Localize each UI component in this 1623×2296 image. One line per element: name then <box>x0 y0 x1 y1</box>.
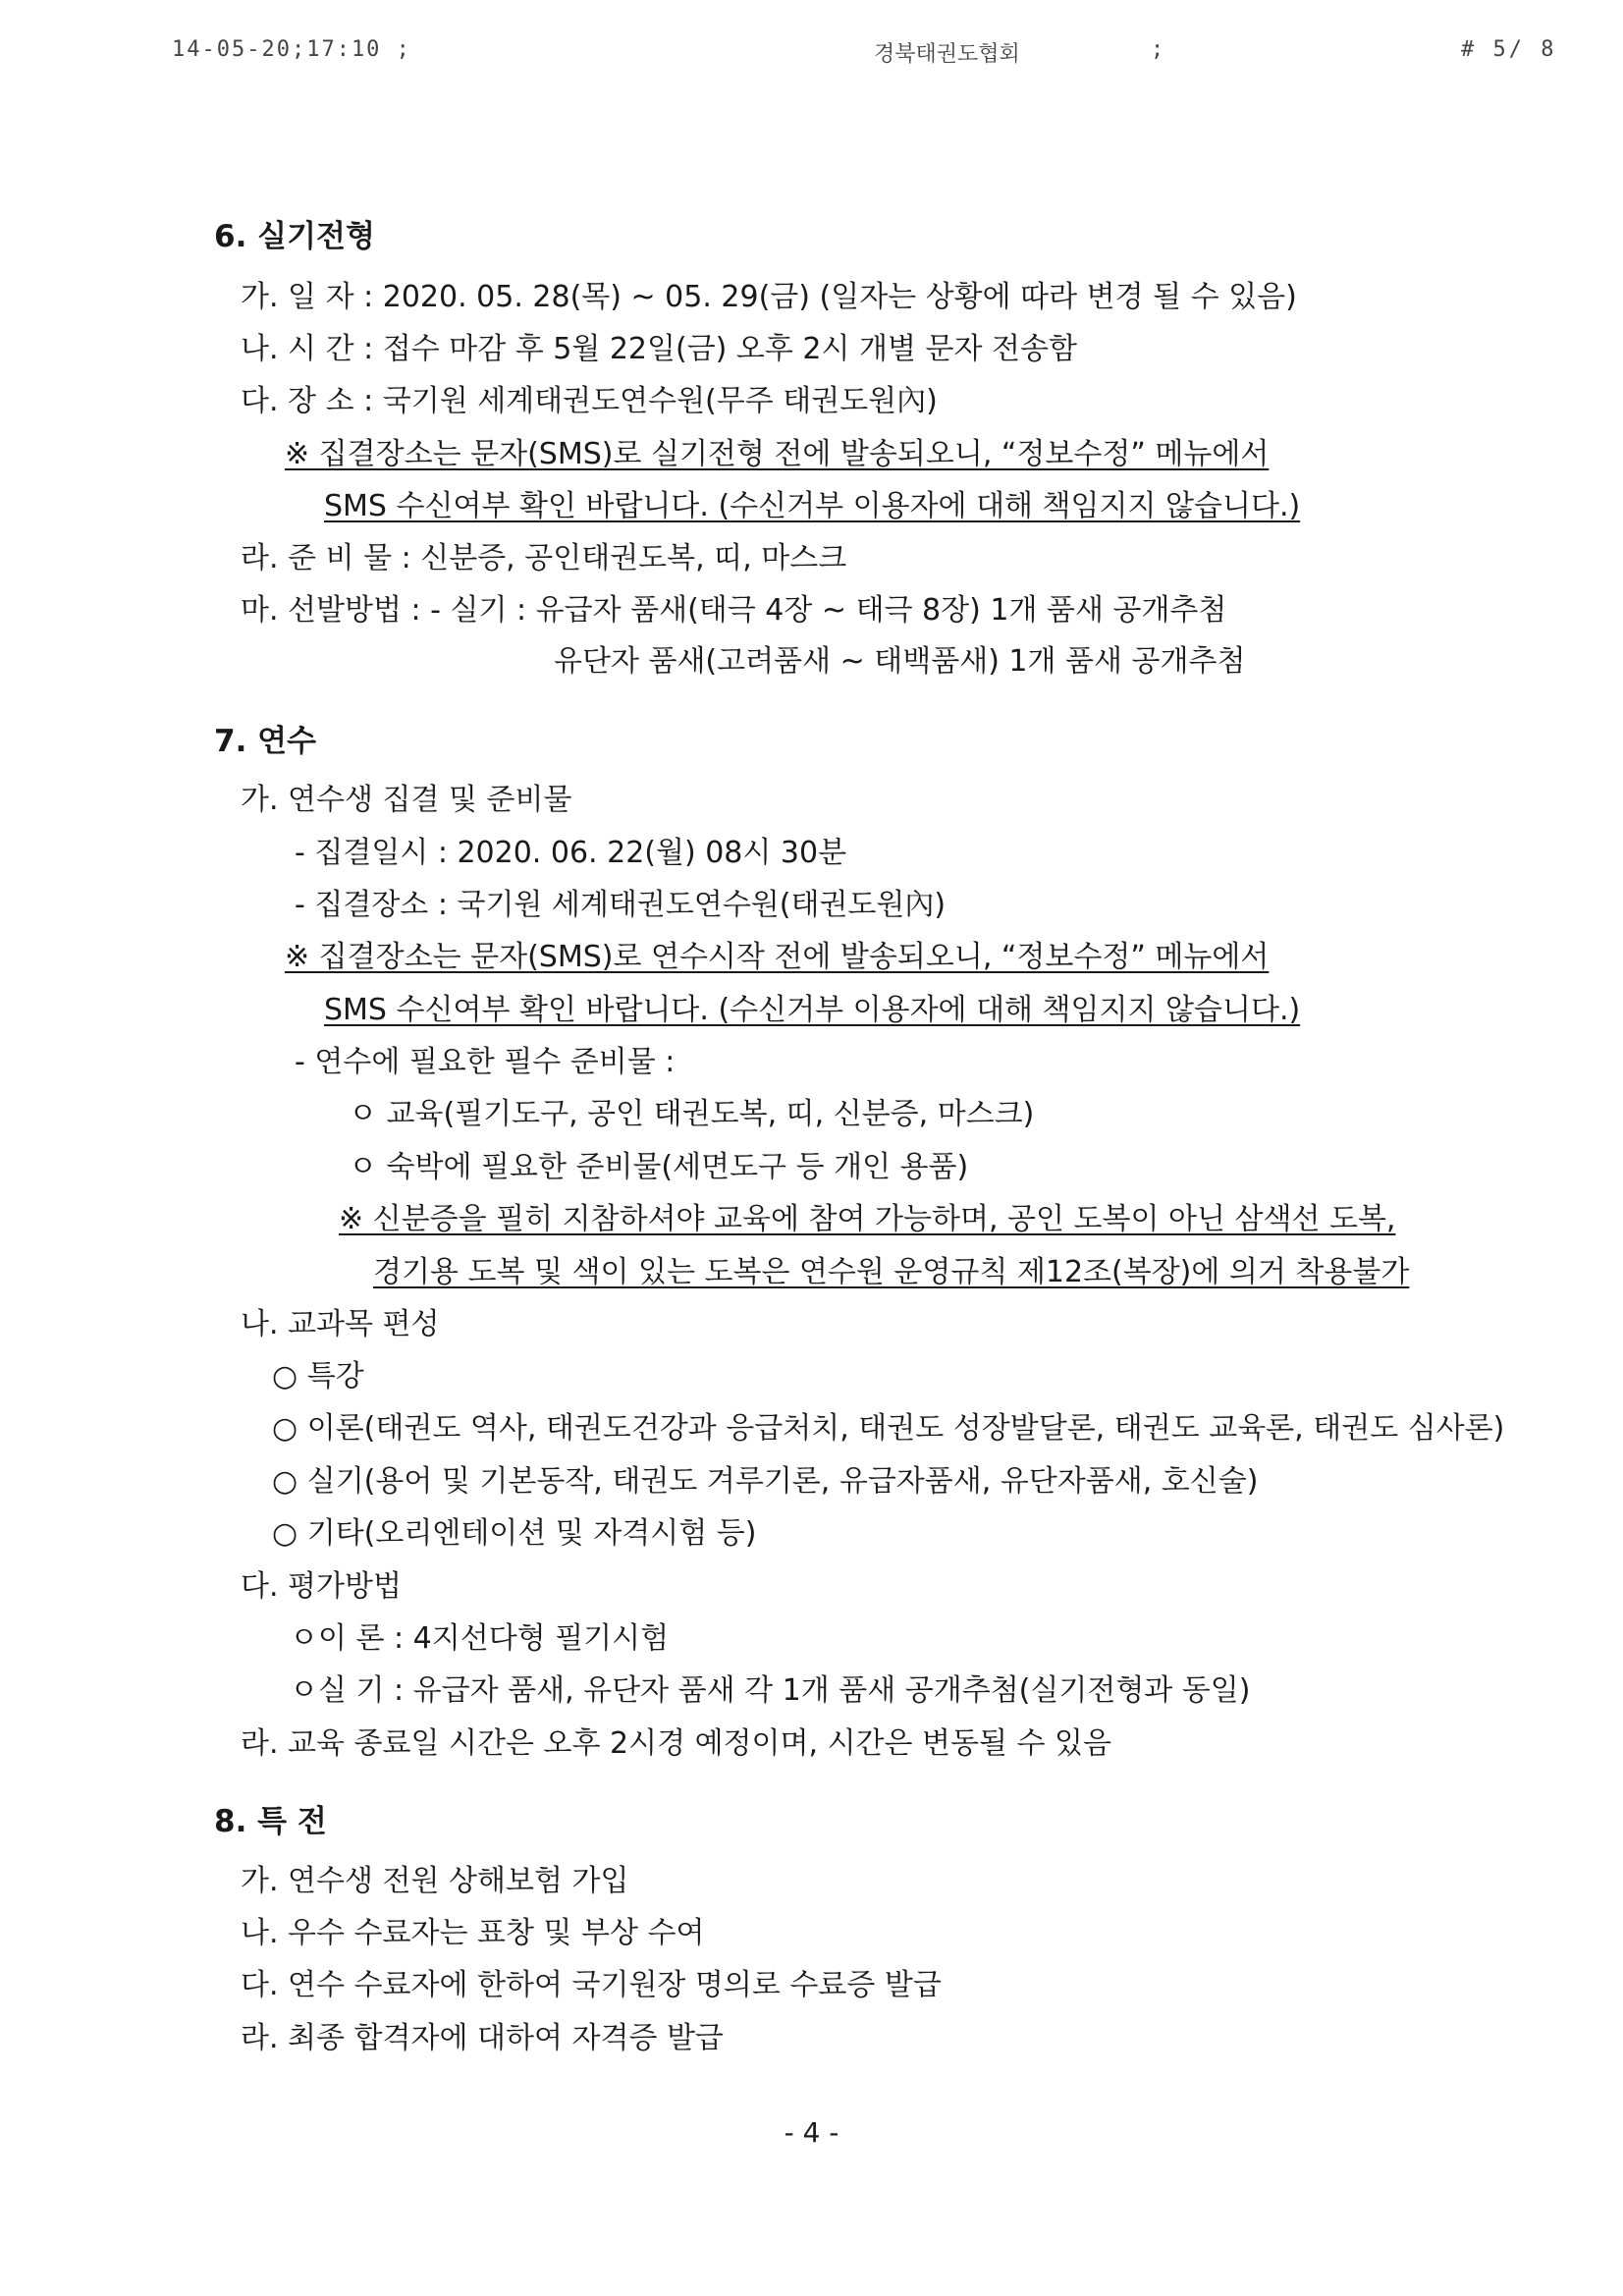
s7-da: 다. 평가방법 <box>241 1569 402 1604</box>
s6-place: 다. 장 소 : 국기원 세계태권도연수원(무주 태권도원內) <box>241 384 938 418</box>
s7-na: 나. 교과목 편성 <box>241 1307 440 1341</box>
fax-datetime: 14-05-20;17:10 ; <box>172 37 411 62</box>
s8-na: 나. 우수 수료자는 표창 및 부상 수여 <box>241 1916 705 1950</box>
page-number: - 4 - <box>784 2116 839 2149</box>
s8-da: 다. 연수 수료자에 한하여 국기원장 명의로 수료증 발급 <box>241 1968 942 2002</box>
s7-eval-practice: ㅇ실 기 : 유급자 품새, 유단자 품새 각 1개 품새 공개추첨(실기전형과 동일) <box>290 1673 1251 1708</box>
fax-page: # 5/ 8 <box>1461 37 1557 62</box>
s6-notice-line-2: SMS 수신여부 확인 바랍니다. (수신거부 이용자에 대해 책임지지 않습니다.) <box>324 489 1301 523</box>
s7-eval-theory: ㅇ이 론 : 4지선다형 필기시험 <box>290 1621 670 1656</box>
section-8-title: 8. 특 전 <box>214 1804 327 1839</box>
s7-gather-time: - 집결일시 : 2020. 06. 22(월) 08시 30분 <box>295 836 847 870</box>
s7-edu-item: ㅇ 교육(필기도구, 공인 태권도복, 띠, 신분증, 마스크) <box>349 1097 1035 1131</box>
s6-method-line-2: 유단자 품새(고려품새 ~ 태백품새) 1개 품새 공개추첨 <box>554 644 1246 679</box>
s7-warn-line-2: 경기용 도복 및 색이 있는 도복은 연수원 운영규칙 제12조(복장)에 의거 착용불가 <box>373 1255 1410 1289</box>
s8-ga: 가. 연수생 전원 상해보험 가입 <box>241 1864 629 1898</box>
s7-notice-line-1: ※ 집결장소는 문자(SMS)로 연수시작 전에 발송되오니, “정보수정” 메뉴에서 <box>285 940 1270 974</box>
s7-notice-line-2: SMS 수신여부 확인 바랍니다. (수신거부 이용자에 대해 책임지지 않습니다.) <box>324 993 1301 1027</box>
s7-required: - 연수에 필요한 필수 준비물 : <box>295 1045 676 1079</box>
s7-course-etc: ○ 기타(오리엔테이션 및 자격시험 등) <box>272 1516 757 1551</box>
s7-warn-line-1: ※ 신분증을 필히 지참하셔야 교육에 참여 가능하며, 공인 도복이 아닌 삼색선 도복, <box>339 1202 1396 1236</box>
s7-course-practice: ○ 실기(용어 및 기본동작, 태권도 겨루기론, 유급자품새, 유단자품새, 호신술) <box>272 1464 1259 1499</box>
s6-method-line-1: 마. 선발방법 : - 실기 : 유급자 품새(태극 4장 ~ 태극 8장) 1개 품새 공개추첨 <box>241 593 1227 628</box>
s8-ra: 라. 최종 합격자에 대하여 자격증 발급 <box>241 2021 724 2055</box>
fax-semicolon: ; <box>1151 37 1164 62</box>
s7-stay-item: ㅇ 숙박에 필요한 준비물(세면도구 등 개인 용품) <box>349 1150 969 1184</box>
s7-course-theory: ○ 이론(태권도 역사, 태권도건강과 응급처치, 태권도 성장발달론, 태권도 교육론, 태권도 심사론) <box>272 1411 1505 1446</box>
fax-sender: 경북태권도협회 <box>874 42 1020 67</box>
s6-supplies: 라. 준 비 물 : 신분증, 공인태권도복, 띠, 마스크 <box>241 541 847 575</box>
s7-gather-place: - 집결장소 : 국기원 세계태권도연수원(태권도원內) <box>295 888 947 922</box>
section-7-title: 7. 연수 <box>214 724 317 759</box>
s6-time: 나. 시 간 : 접수 마감 후 5월 22일(금) 오후 2시 개별 문자 전송함 <box>241 332 1077 366</box>
s6-notice-line-1: ※ 집결장소는 문자(SMS)로 실기전형 전에 발송되오니, “정보수정” 메뉴에서 <box>285 437 1270 471</box>
section-6-title: 6. 실기전형 <box>214 219 375 254</box>
s6-date: 가. 일 자 : 2020. 05. 28(목) ~ 05. 29(금) (일자는 상황에 따라 변경 될 수 있음) <box>241 280 1297 314</box>
s7-course-special: ○ 특강 <box>272 1359 364 1394</box>
s7-ra: 라. 교육 종료일 시간은 오후 2시경 예정이며, 시간은 변동될 수 있음 <box>241 1726 1111 1761</box>
s7-ga: 가. 연수생 집결 및 준비물 <box>241 783 572 817</box>
